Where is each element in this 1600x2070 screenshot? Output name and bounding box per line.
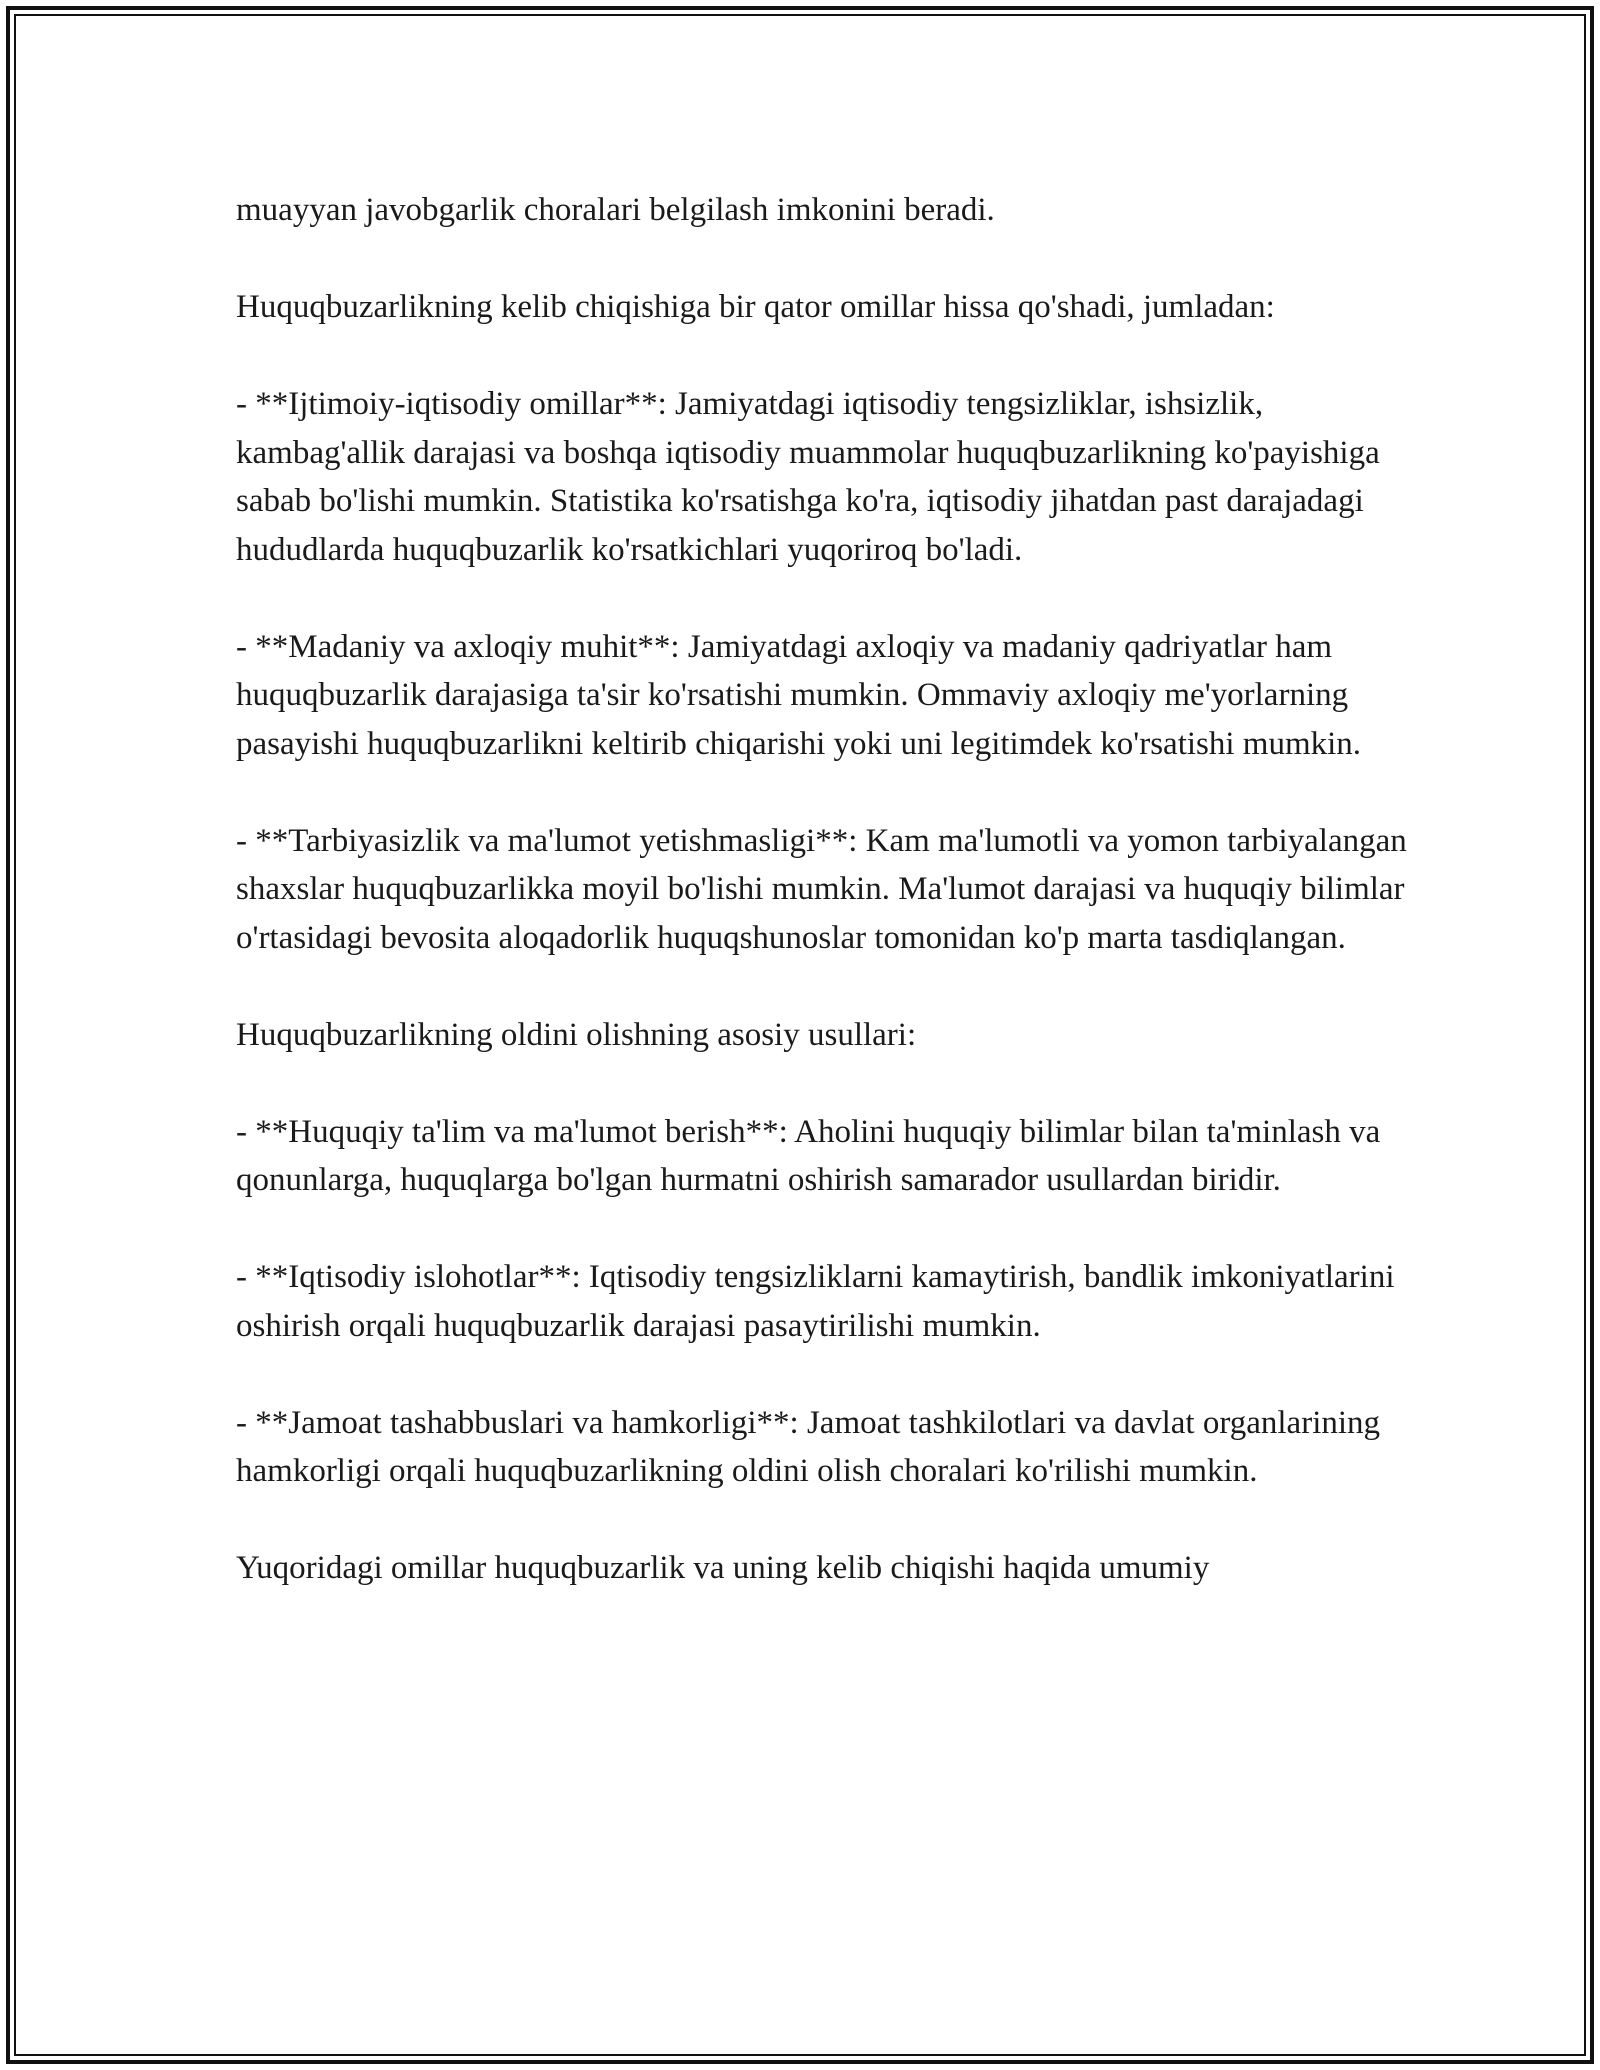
paragraph-prevention-heading: Huquqbuzarlikning oldini olishning asosiy usullari: — [236, 1016, 917, 1053]
list-item-cultural-moral-environment: - **Madaniy va axloqiy muhit**: Jamiyatdagi axloqiy va madaniy qadriyatlar ham huquqbuzarlik darajasiga ta'sir ko'rsatishi mumkin. Ommaviy axloqiy me'yorlarning pasayishi huquqbuzarlikni keltirib chiqarishi yoki uni legitimdek ko'rsatishi mumkin. — [236, 628, 1362, 762]
list-item-public-initiatives: - **Jamoat tashabbuslari va hamkorligi**: Jamoat tashkilotlari va davlat organlarining hamkorligi orqali huquqbuzarlikning oldini olish choralari ko'rilishi mumkin. — [236, 1404, 1381, 1489]
list-item-legal-education: - **Huquqiy ta'lim va ma'lumot berish**: Aholini huquqiy bilimlar bilan ta'minlash va qonunlarga, huquqlarga bo'lgan hurmatni oshirish samarador usullardan biridir. — [236, 1113, 1381, 1198]
list-item-economic-reforms: - **Iqtisodiy islohotlar**: Iqtisodiy tengsizliklarni kamaytirish, bandlik imkoniyatlarini oshirish orqali huquqbuzarlik darajasi pasaytirilishi mumkin. — [236, 1259, 1395, 1344]
paragraph-conclusion-start: Yuqoridagi omillar huquqbuzarlik va uning kelib chiqishi haqida umumiy — [236, 1550, 1210, 1586]
list-item-upbringing-education: - **Tarbiyasizlik va ma'lumot yetishmasligi**: Kam ma'lumotli va yomon tarbiyalangan shaxslar huquqbuzarlikka moyil bo'lishi mumkin. Ma'lumot darajasi va huquqiy bilimlar o'rtasidagi bevosita aloqadorlik huquqshunoslar tomonidan ko'p marta tasdiqlangan. — [236, 822, 1407, 956]
paragraph-intro-continuation: muayyan javobgarlik choralari belgilash imkonini beradi. — [236, 192, 995, 228]
paragraph-factors-heading: Huquqbuzarlikning kelib chiqishiga bir qator omillar hissa qo'shadi, jumladan: — [236, 289, 1275, 325]
document-body — [236, 186, 1416, 1593]
list-item-socioeconomic-factors: - **Ijtimoiy-iqtisodiy omillar**: Jamiyatdagi iqtisodiy tengsizliklar, ishsizlik, kambag'allik darajasi va boshqa iqtisodiy muammolar huquqbuzarlikning ko'payishiga sabab bo'lishi mumkin. Statistika ko'rsatishga ko'ra, iqtisodiy jihatdan past darajadagi hududlarda huquqbuzarlik ko'rsatkichlari yuqoriroq bo'ladi. — [236, 386, 1380, 568]
